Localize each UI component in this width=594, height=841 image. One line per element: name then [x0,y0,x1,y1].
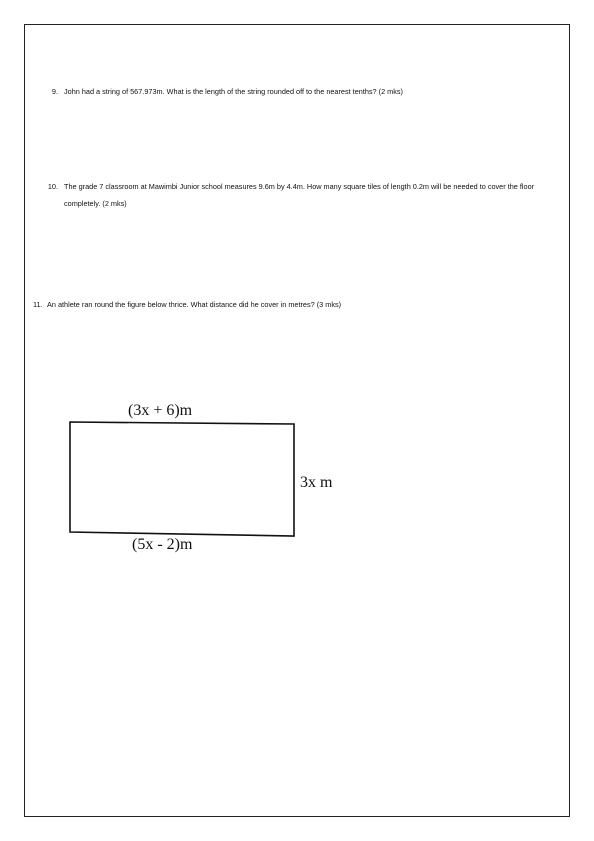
bottom-side-label: (5x - 2)m [132,536,193,553]
rectangle-outline [70,422,294,536]
question-number: 9. [51,87,58,96]
question-text: The grade 7 classroom at Mawimbi Junior school measures 9.6m by 4.4m. How many square tiles of length 0.2m will be needed to cover the floor completely. (2 mks) [64,182,535,208]
top-side-label: (3x + 6)m [128,402,193,419]
question-text: John had a string of 567.973m. What is the length of the string rounded off to the nearest tenths? (2 mks) [64,87,403,96]
question-text: An athlete ran round the figure below thrice. What distance did he cover in metres? (3 mks) [47,300,342,309]
rectangle-figure [60,398,360,568]
question-number: 11. [33,300,43,309]
right-side-label: 3x m [300,474,333,491]
question-number: 10. [47,182,58,191]
